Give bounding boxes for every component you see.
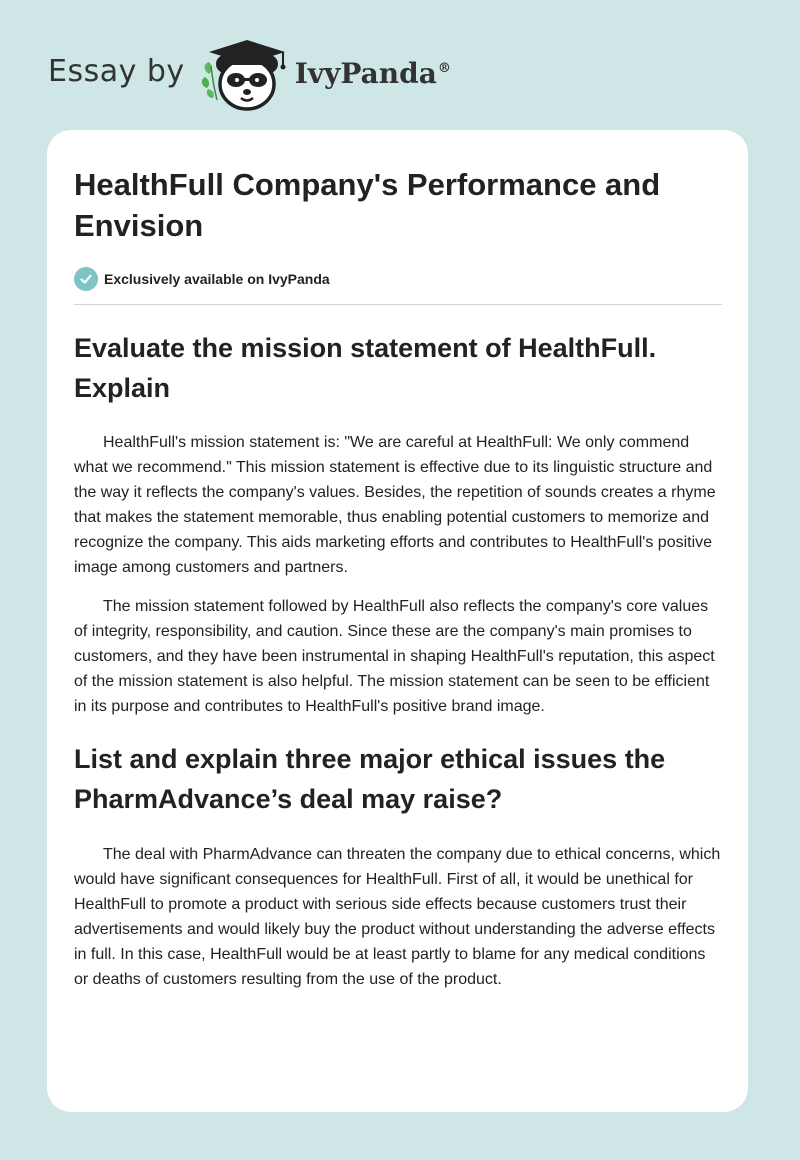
panda-logo-icon [199,36,291,112]
brand-name-text: IvyPanda [294,56,437,90]
brand-header [48,36,451,112]
check-circle-icon [74,267,98,291]
paragraph: HealthFull's mission statement is: "We are careful at HealthFull: We only commend what we recommend." This mission statement is effective due to its linguistic structure and the way it reflects the company's values. Besides, the repetition of sounds creates a rhyme that makes the statement memorable, thus enabling potential customers to memorize and recognize the company. This aids marketing efforts and contributes to HealthFull's positive image among customers and partners. [74,434,716,576]
brand-prefix: Essay by [48,53,185,89]
brand-name [295,57,451,90]
paragraph: The deal with PharmAdvance can threaten the company due to ethical concerns, which would have significant consequences for HealthFull. First of all, it would be unethical for HealthFull to promote a product with serious side effects because customers trust their advertisements and would likely buy the product without understanding the adverse effects in full. In this case, HealthFull would be at least partly to blame for any medical conditions or deaths of customers resulting from the use of the product. [74,846,721,988]
exclusive-badge-text: Exclusively available on IvyPanda [104,271,330,287]
section-heading: Evaluate the mission statement of HealthFull. Explain [74,333,657,403]
exclusive-badge [74,266,722,292]
section-heading: List and explain three major ethical issues the PharmAdvance’s deal may raise? [74,744,666,814]
title-divider [74,304,722,305]
article-title: HealthFull Company's Performance and Envision [74,167,661,243]
article-card [47,130,748,1112]
brand-registered-mark: ® [437,61,451,77]
paragraph: The mission statement followed by HealthFull also reflects the company's core values of integrity, responsibility, and caution. Since these are the company's main promises to customers, and they have been instrumental in shaping HealthFull's reputation, this aspect of the mission statement is also helpful. The mission statement can be seen to be efficient in its purpose and contributes to HealthFull's positive brand image. [74,598,715,715]
